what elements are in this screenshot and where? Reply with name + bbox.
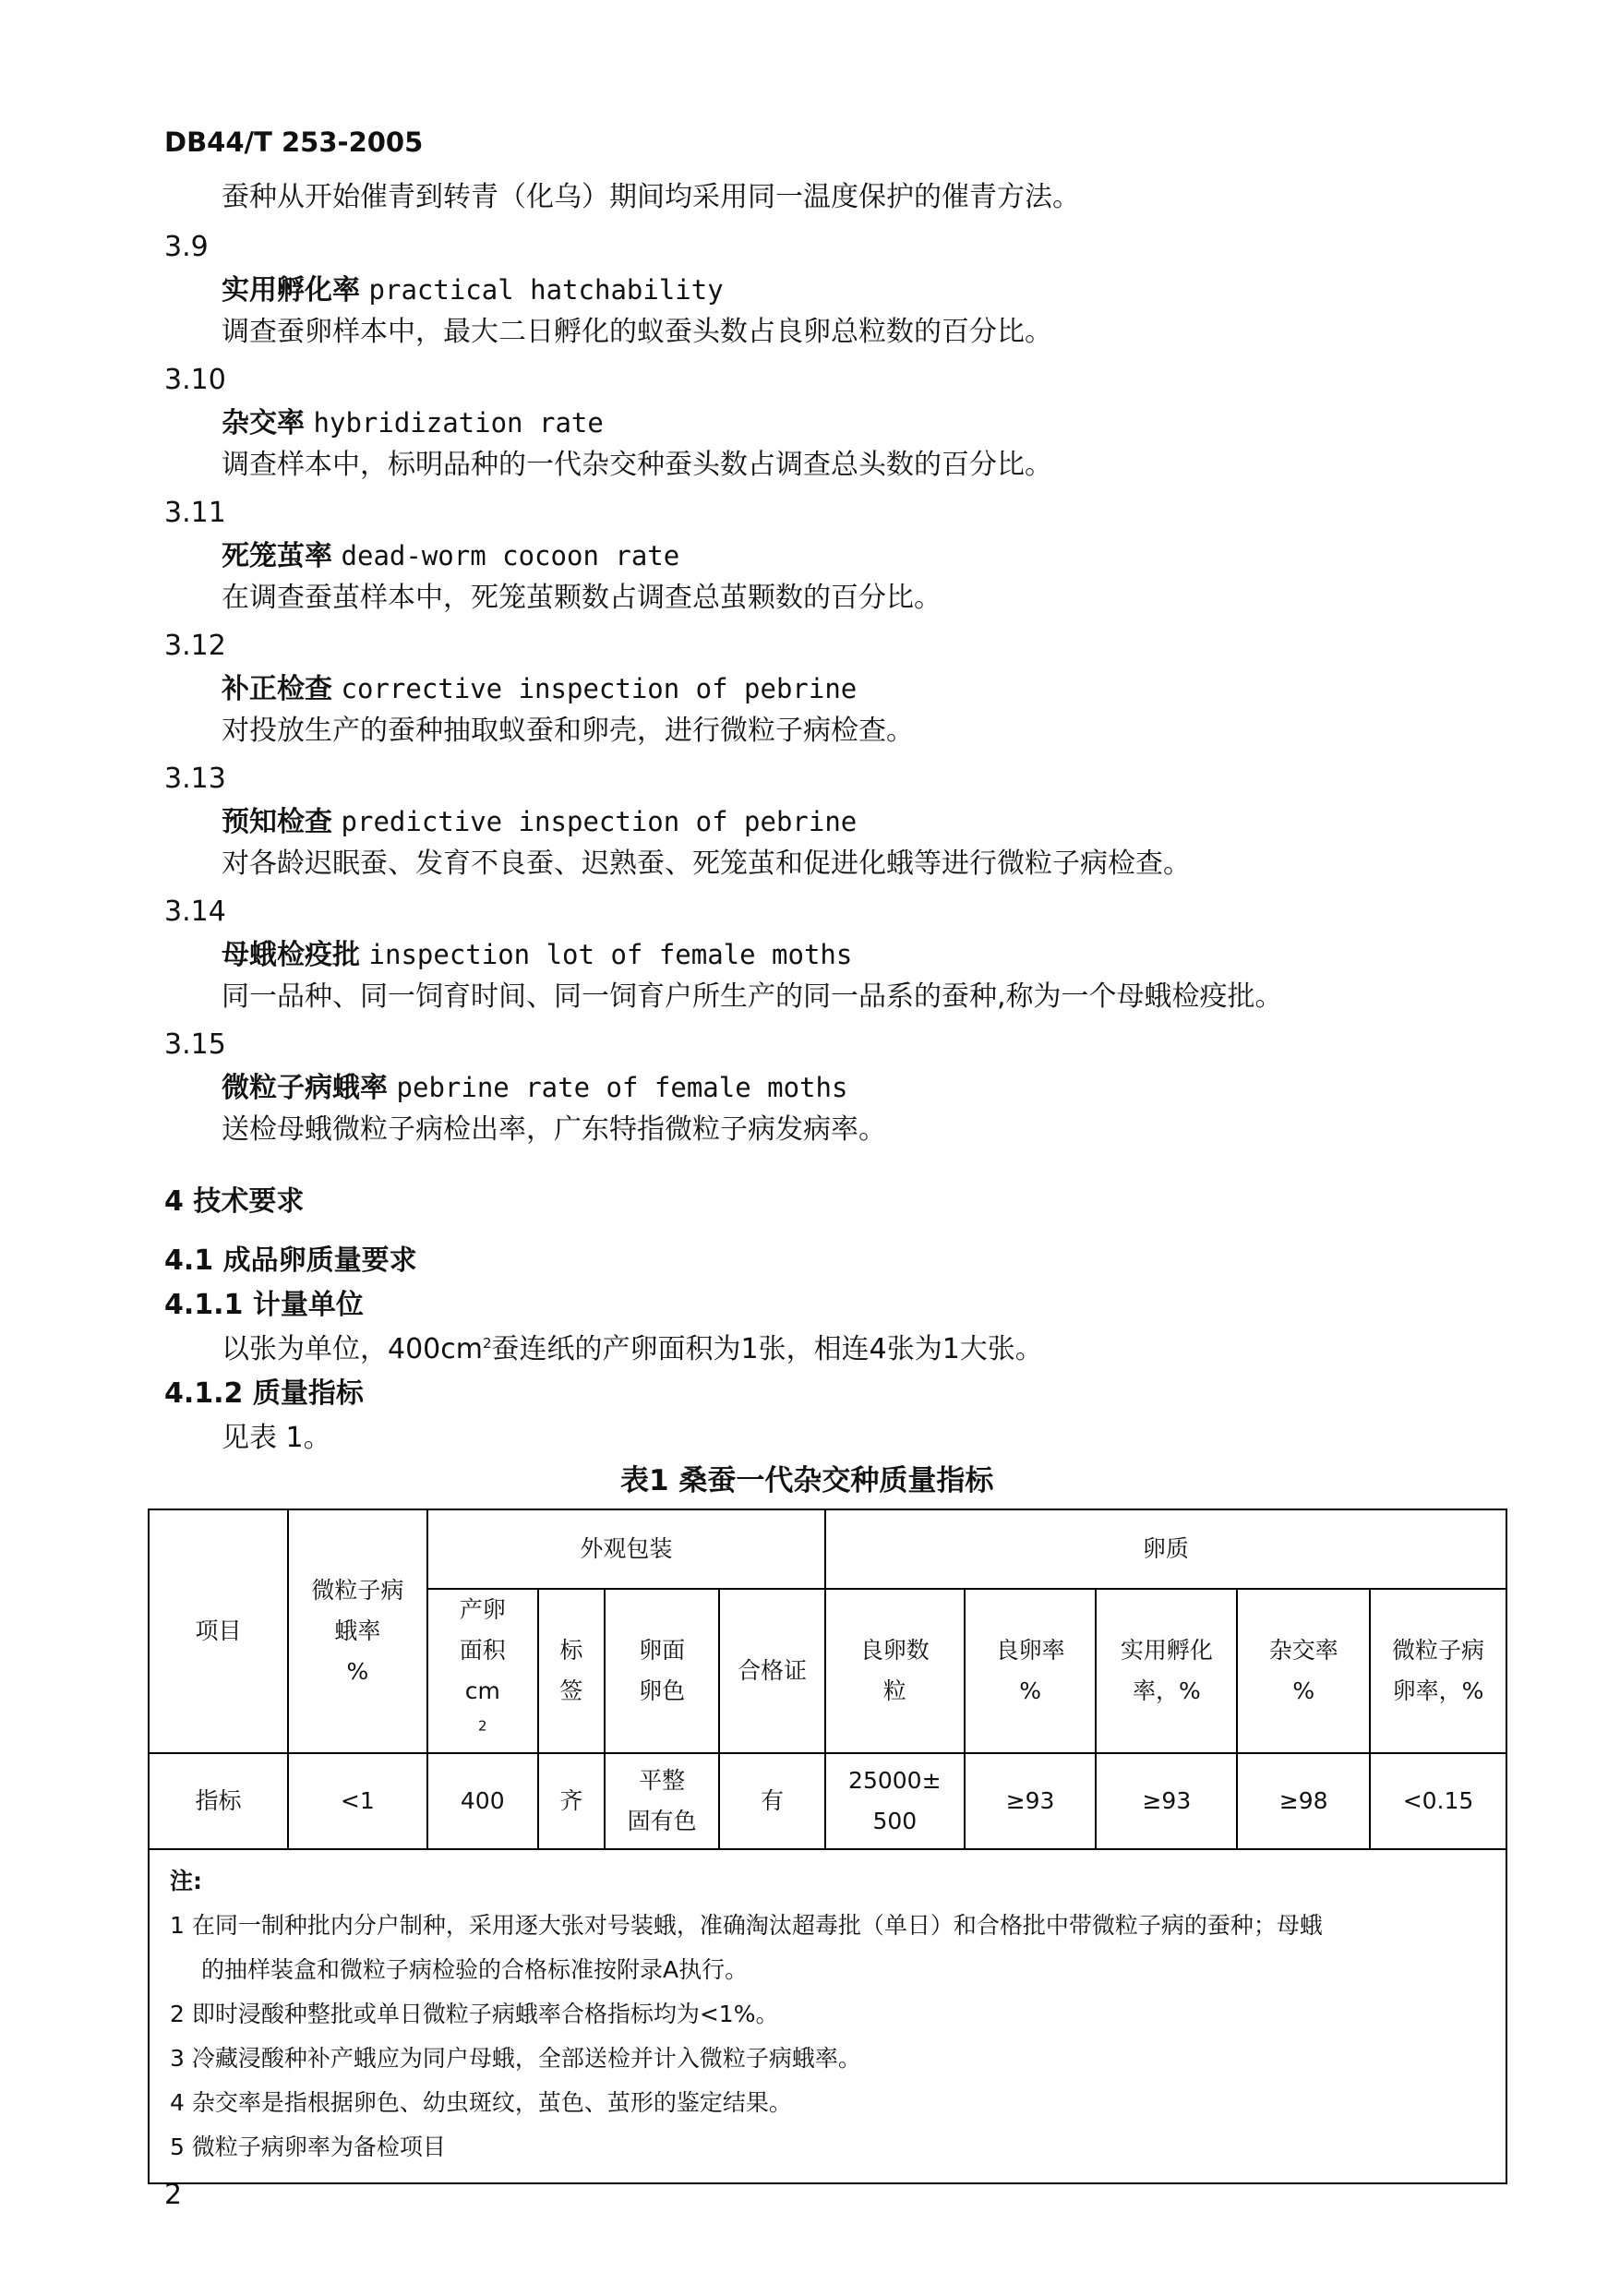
note-line: 4 杂交率是指根据卵色、幼虫斑纹，茧色、茧形的鉴定结果。 [170,2089,792,2116]
section-4-1-2-heading: 4.1.2 质量指标 [164,1377,364,1410]
header-label: 标 签 [538,1589,605,1753]
header-pebrine-moth-rate: 微粒子病 蛾率 % [288,1509,427,1753]
unit-text: 以张为单位，$400cm^2$蚕连纸的产卵面积为1张，相连4张为1大张。 [222,1333,1043,1365]
page-number: 2 [164,2179,183,2211]
header-item: 项目 [149,1509,288,1753]
see-table-text: 见表 1。 [222,1422,331,1454]
table-header-row-1 [149,1509,1506,1589]
row-label: 指标 [149,1753,288,1849]
section-4-1-heading: 4.1 成品卵质量要求 [164,1244,417,1277]
quality-table [148,1509,1507,2184]
value-pebrine-egg-rate: <0.15 [1370,1753,1506,1849]
note-line: 3 冷藏浸酸种补产蛾应为同户母蛾，全部送检并计入微粒子病蛾率。 [170,2045,861,2072]
table-caption: 表1 桑蚕一代杂交种质量指标 [620,1464,994,1497]
section-4-heading: 4 技术要求 [164,1185,305,1218]
definition-number: 3.15 [164,1028,226,1061]
definition-term: 实用孵化率 practical hatchability [222,274,724,307]
doc-code: DB44/T 253-2005 [164,126,424,158]
definition-term: 杂交率 hybridization rate [222,407,604,439]
definition-desc: 同一品种、同一饲育时间、同一饲育户所生产的同一品系的蚕种,称为一个母蛾检疫批。 [222,980,1283,1013]
header-hatchability: 实用孵化 率，% [1096,1589,1237,1753]
header-egg-surface: 卵面 卵色 [605,1589,719,1753]
table-notes [149,1849,1506,2183]
note-line: 的抽样装盒和微粒子病检验的合格标准按附录A执行。 [201,1956,749,1983]
definition-desc: 送检母蛾微粒子病检出率，广东特指微粒子病发病率。 [222,1113,886,1146]
header-egg-quality: 卵质 [825,1509,1506,1589]
value-egg-surface: 平整 固有色 [605,1753,719,1849]
header-good-egg-rate: 良卵率 % [965,1589,1097,1753]
definition-term: 预知检查 predictive inspection of pebrine [222,806,858,838]
value-label: 齐 [538,1753,605,1849]
header-good-egg-count: 良卵数 粒 [825,1589,965,1753]
definition-desc: 对各龄迟眠蚕、发育不良蚕、迟熟蚕、死笼茧和促进化蛾等进行微粒子病检查。 [222,847,1191,880]
value-good-egg-count: 25000± 500 [825,1753,965,1849]
header-hybridization-rate: 杂交率 % [1237,1589,1370,1753]
definition-desc: 对投放生产的蚕种抽取蚁蚕和卵壳，进行微粒子病检查。 [222,715,914,747]
table-notes-row [149,1849,1506,2183]
value-hatchability: ≥93 [1096,1753,1237,1849]
definition-term: 微粒子病蛾率 pebrine rate of female moths [222,1072,848,1104]
value-good-egg-rate: ≥93 [965,1753,1097,1849]
definition-number: 3.14 [164,896,226,928]
header-certificate: 合格证 [719,1589,825,1753]
definition-desc: 调查样本中，标明品种的一代杂交种蚕头数占调查总头数的百分比。 [222,449,1052,481]
notes-title: 注: [170,1868,202,1894]
header-egg-area: 产卵 面积 cm $^2$ [427,1589,538,1753]
intro-line: 蚕种从开始催青到转青（化乌）期间均采用同一温度保护的催青方法。 [222,181,1080,213]
definition-term: 死笼茧率 dead-worm cocoon rate [222,540,680,572]
definition-desc: 调查蚕卵样本中，最大二日孵化的蚁蚕头数占良卵总粒数的百分比。 [222,316,1052,348]
definition-term: 补正检查 corrective inspection of pebrine [222,673,858,705]
note-line: 2 即时浸酸种整批或单日微粒子病蛾率合格指标均为<1%。 [170,2001,779,2027]
definition-term: 母蛾检疫批 inspection lot of female moths [222,939,853,971]
definition-number: 3.12 [164,630,226,662]
header-pebrine-egg-rate: 微粒子病 卵率，% [1370,1589,1506,1753]
header-appearance-packaging: 外观包装 [427,1509,825,1589]
note-line: 5 微粒子病卵率为备检项目 [170,2134,446,2160]
definition-number: 3.11 [164,497,226,529]
definition-number: 3.13 [164,763,226,795]
section-4-1-1-heading: 4.1.1 计量单位 [164,1289,364,1321]
note-line: 1 在同一制种批内分户制种，采用逐大张对号装蛾，准确淘汰超毒批（单日）和合格批中带微粒子病的蚕种；母蛾 [170,1912,1323,1939]
definition-desc: 在调查蚕茧样本中，死笼茧颗数占调查总茧颗数的百分比。 [222,582,942,614]
table-row [149,1753,1506,1849]
definition-number: 3.10 [164,364,226,396]
value-hybridization-rate: ≥98 [1237,1753,1370,1849]
value-pebrine-moth-rate: <1 [288,1753,427,1849]
value-egg-area: 400 [427,1753,538,1849]
definition-number: 3.9 [164,231,209,263]
value-certificate: 有 [719,1753,825,1849]
